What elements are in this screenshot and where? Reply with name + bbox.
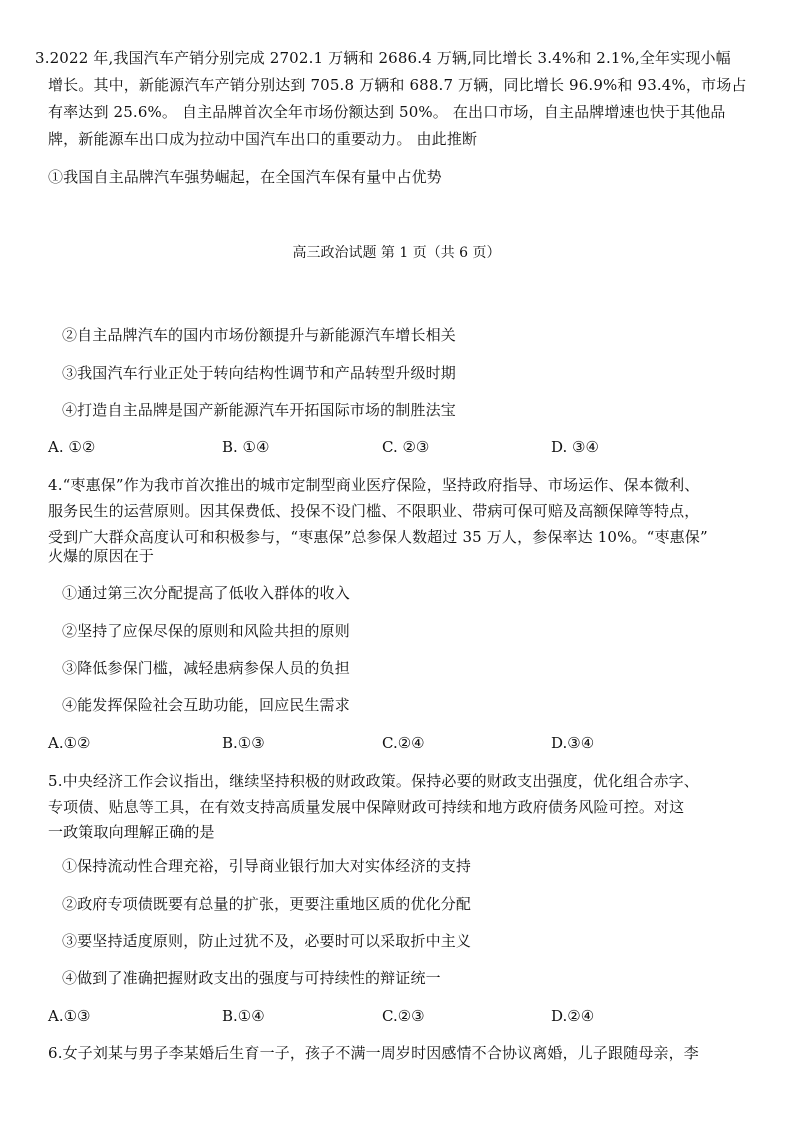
q5-choice-d[interactable]: D.②④ — [551, 1007, 595, 1025]
q5-choice-c[interactable]: C.②③ — [382, 1007, 425, 1025]
q3-line-3: 有率达到 25.6%。 自主品牌首次全年市场份额达到 50%。 在出口市场，自主品牌增速也快于其他品 — [48, 103, 726, 121]
q5-line-3: 一政策取向理解正确的是 — [48, 823, 215, 841]
q3-choice-a[interactable]: A. ①② — [48, 438, 96, 456]
q4-choice-c[interactable]: C.②④ — [382, 734, 425, 752]
q4-line-1: 4.“枣惠保”作为我市首次推出的城市定制型商业医疗保险，坚持政府指导、市场运作、保本微利、 — [48, 476, 700, 494]
q3-option-2: ②自主品牌汽车的国内市场份额提升与新能源汽车增长相关 — [62, 326, 456, 344]
q4-option-4: ④能发挥保险社会互助功能，回应民生需求 — [62, 696, 350, 714]
q6-line-1: 6.女子刘某与男子李某婚后生育一子，孩子不满一周岁时因感情不合协议离婚，儿子跟随母亲，李 — [48, 1044, 699, 1062]
q3-line-1: 3.2022 年,我国汽车产销分别完成 2702.1 万辆和 2686.4 万辆,同比增长 3.4%和 2.1%,全年实现小幅 — [35, 49, 731, 67]
q5-choice-a[interactable]: A.①③ — [48, 1007, 91, 1025]
q4-option-2: ②坚持了应保尽保的原则和风险共担的原则 — [62, 622, 350, 640]
q3-option-1: ①我国自主品牌汽车强势崛起，在全国汽车保有量中占优势 — [48, 168, 442, 186]
q4-choice-b[interactable]: B.①③ — [222, 734, 265, 752]
q3-choice-d[interactable]: D. ③④ — [551, 438, 599, 456]
q5-option-2: ②政府专项债既要有总量的扩张，更要注重地区质的优化分配 — [62, 895, 472, 913]
q3-choice-b[interactable]: B. ①④ — [222, 438, 270, 456]
q3-option-4: ④打造自主品牌是国产新能源汽车开拓国际市场的制胜法宝 — [62, 401, 456, 419]
q5-option-3: ③要坚持适度原则，防止过犹不及，必要时可以采取折中主义 — [62, 932, 472, 950]
q4-line-4: 火爆的原因在于 — [48, 547, 155, 565]
q4-line-2: 服务民生的运营原则。因其保费低、投保不设门槛、不限职业、带病可保可赔及高额保障等特点， — [48, 502, 700, 520]
q5-line-2: 专项债、贴息等工具，在有效支持高质量发展中保障财政可持续和地方政府债务风险可控。对这 — [48, 798, 685, 816]
q3-line-4: 牌，新能源车出口成为拉动中国汽车出口的重要动力。 由此推断 — [48, 130, 478, 148]
q4-line-3: 受到广大群众高度认可和积极参与，“枣惠保”总参保人数超过 35 万人，参保率达 10%。“枣惠保” — [48, 528, 708, 546]
q3-line-2: 增长。其中，新能源汽车产销分别达到 705.8 万辆和 688.7 万辆，同比增长 96.9%和 93.4%，市场占 — [48, 76, 747, 94]
q3-choice-c[interactable]: C. ②③ — [382, 438, 430, 456]
q5-option-4: ④做到了准确把握财政支出的强度与可持续性的辩证统一 — [62, 969, 441, 987]
q4-choice-d[interactable]: D.③④ — [551, 734, 595, 752]
page-footer: 高三政治试题 第 1 页（共 6 页） — [292, 245, 501, 261]
q5-option-1: ①保持流动性合理充裕，引导商业银行加大对实体经济的支持 — [62, 857, 472, 875]
q5-line-1: 5.中央经济工作会议指出，继续坚持积极的财政政策。保持必要的财政支出强度，优化组合赤字、 — [48, 772, 699, 790]
q4-choice-a[interactable]: A.①② — [48, 734, 91, 752]
q3-option-3: ③我国汽车行业正处于转向结构性调节和产品转型升级时期 — [62, 364, 456, 382]
q4-option-3: ③降低参保门槛，减轻患病参保人员的负担 — [62, 659, 350, 677]
q5-choice-b[interactable]: B.①④ — [222, 1007, 265, 1025]
q4-option-1: ①通过第三次分配提高了低收入群体的收入 — [62, 584, 350, 602]
